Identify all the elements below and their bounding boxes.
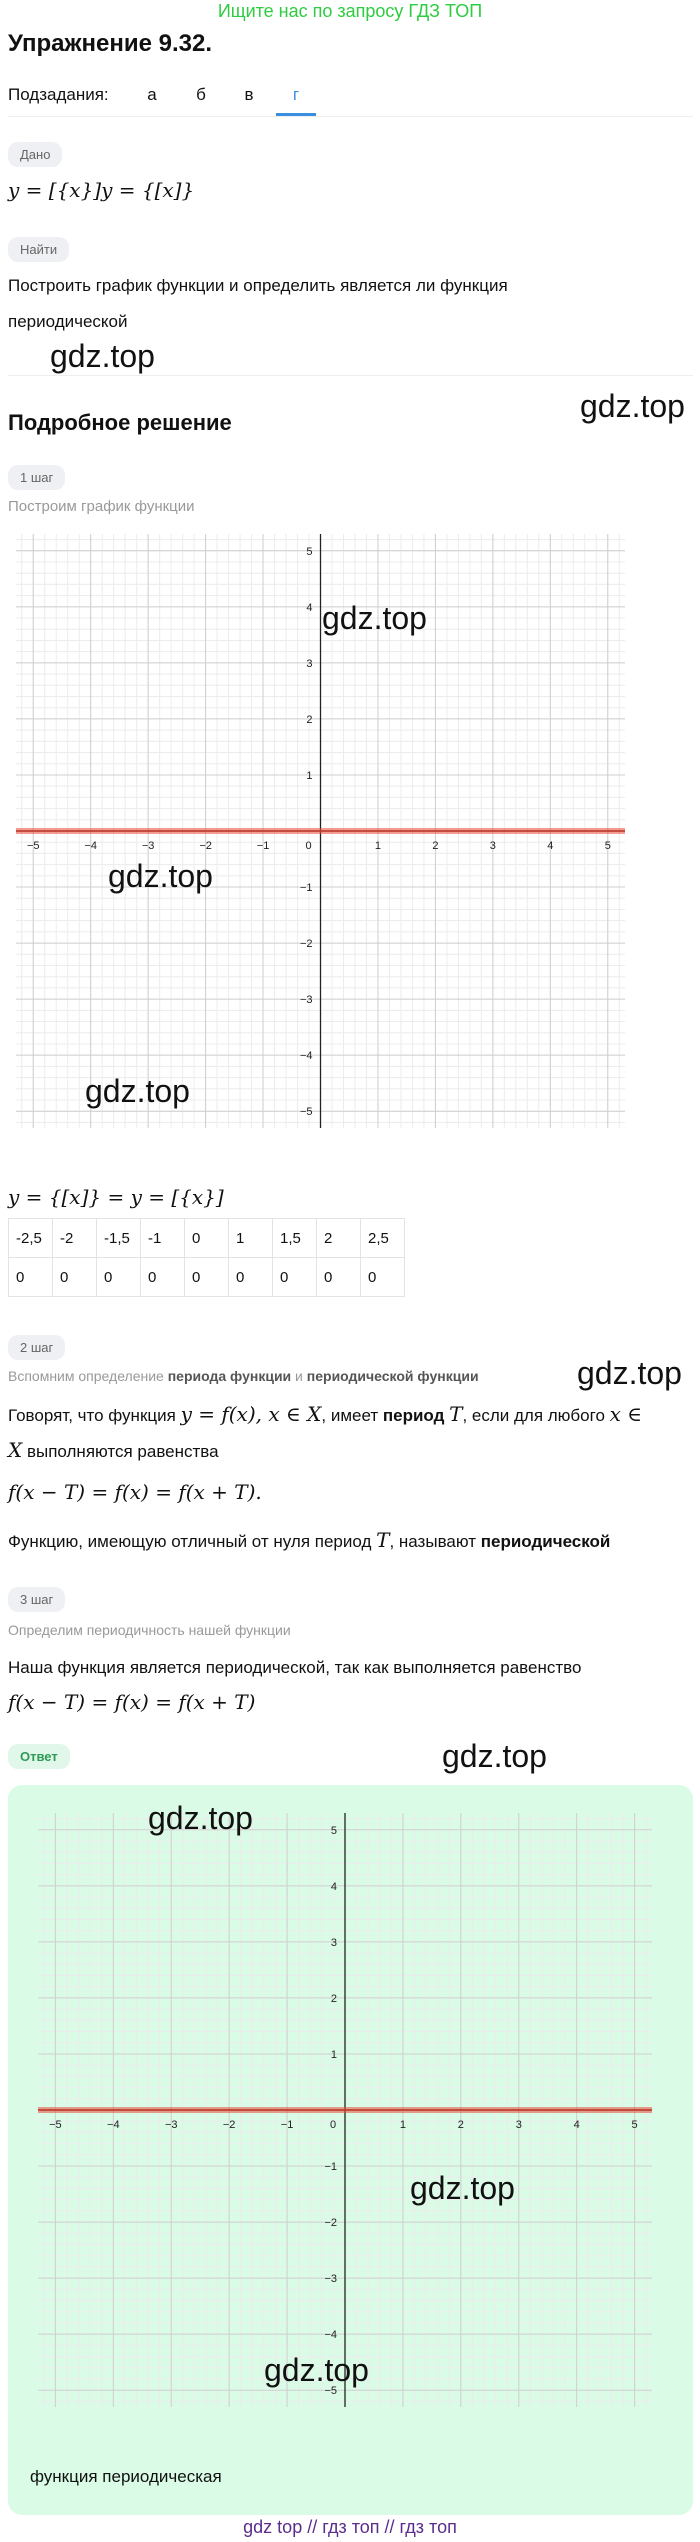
values-table (8, 1218, 405, 1297)
x-tick-label: 5 (631, 2119, 638, 2131)
given-badge: Дано (8, 142, 62, 167)
watermark: gdz.top (410, 2170, 515, 2206)
y-tick-label: 3 (306, 657, 313, 670)
watermark: gdz.top (148, 1800, 253, 1836)
y-tick-label: 3 (330, 1936, 337, 1949)
tab-a[interactable]: а (147, 85, 157, 104)
divider (8, 116, 693, 117)
def-math: x ∈ (609, 1402, 643, 1426)
equality-formula: f(x − T) = f(x) = f(x + T). (8, 1480, 262, 1504)
x-tick-label: 3 (489, 840, 496, 852)
subtasks-label: Подзадания: (8, 85, 109, 104)
find-text-line1: Построить график функции и определить является ли функция (8, 276, 508, 295)
x-tick-label: −3 (164, 2119, 178, 2131)
y-tick-label: 4 (306, 601, 313, 614)
x-tick-label: −5 (26, 840, 40, 852)
find-badge: Найти (8, 237, 69, 262)
y-tick-label: 1 (306, 769, 313, 782)
solution-heading: Подробное решение (8, 410, 232, 435)
y-tick-label: 5 (330, 1824, 337, 1837)
table-cell: 0 (273, 1258, 317, 1297)
table-cell: 1,5 (273, 1219, 317, 1258)
answer-text: функция периодическая (30, 2467, 222, 2486)
y-tick-label: −5 (324, 2385, 337, 2398)
x-tick-label: 0 (305, 840, 312, 852)
tab-g[interactable]: г (292, 85, 300, 104)
answer-badge: Ответ (8, 1744, 70, 1769)
watermark: gdz.top (108, 858, 213, 894)
table-cell: -2,5 (9, 1219, 53, 1258)
x-tick-label: 4 (547, 840, 554, 852)
y-tick-label: −1 (299, 882, 313, 895)
intro-text: и (291, 1368, 307, 1384)
watermark: gdz.top (442, 1738, 547, 1774)
table-cell: 0 (361, 1258, 405, 1297)
period-definition-line1 (8, 1396, 693, 1434)
y-tick-label: 4 (330, 1880, 337, 1893)
x-tick-label: −5 (49, 2119, 62, 2131)
intro-term-periodic: периодической функции (306, 1368, 479, 1384)
x-tick-label: −2 (199, 840, 212, 852)
function-graph (8, 526, 633, 1136)
watermark: gdz.top (322, 600, 427, 636)
table-cell: -1,5 (97, 1219, 141, 1258)
x-tick-label: −1 (280, 2119, 294, 2131)
watermark: gdz.top (577, 1355, 682, 1391)
footer-links: gdz top // гдз топ // гдз топ (243, 2517, 457, 2537)
intro-text: Вспомним определение (8, 1368, 168, 1384)
x-tick-label: 1 (374, 840, 382, 852)
y-tick-label: −4 (324, 2329, 337, 2342)
watermark: gdz.top (85, 1073, 190, 1109)
def-text: Функцию, имеющую отличный от нуля период (8, 1532, 377, 1551)
y-tick-label: −4 (299, 1050, 313, 1063)
x-tick-label: −3 (141, 840, 155, 852)
table-cell: 0 (141, 1258, 185, 1297)
table-cell: 0 (53, 1258, 97, 1297)
x-tick-label: 1 (399, 2119, 406, 2131)
x-tick-label: −2 (222, 2119, 236, 2131)
def-text: , если для любого (462, 1406, 610, 1425)
def-math: T (376, 1528, 390, 1552)
y-tick-label: 2 (306, 713, 313, 726)
x-tick-label: 3 (515, 2119, 522, 2131)
table-cell: 0 (9, 1258, 53, 1297)
step2-intro (8, 1368, 479, 1384)
def-text: Говорят, что функция (8, 1406, 181, 1425)
watermark: gdz.top (264, 2352, 369, 2388)
tab-v[interactable]: в (244, 85, 254, 104)
def-text: , называют (389, 1532, 481, 1551)
step3-caption: Определим периодичность нашей функции (8, 1622, 291, 1638)
step3-formula: f(x − T) = f(x) = f(x + T) (8, 1690, 256, 1714)
given-formula: y = [{x}]y = {[x]} (8, 178, 195, 202)
y-tick-label: −5 (299, 1106, 313, 1119)
def-text: , имеет (321, 1406, 383, 1425)
promo-banner: Ищите нас по запросу ГДЗ ТОП (217, 1, 483, 21)
table-cell: 0 (97, 1258, 141, 1297)
y-tick-label: −1 (324, 2161, 337, 2174)
table-cell: 1 (229, 1219, 273, 1258)
def-term: период (382, 1406, 445, 1425)
step1-badge: 1 шаг (8, 465, 65, 490)
def-math: X (8, 1438, 23, 1462)
table-cell: 0 (185, 1258, 229, 1297)
x-tick-label: −4 (84, 840, 97, 852)
table-cell: 2,5 (361, 1219, 405, 1258)
x-tick-label: −4 (107, 2119, 120, 2131)
step1-caption: Построим график функции (8, 498, 195, 515)
y-tick-label: −2 (299, 938, 313, 951)
def-term: периодической (480, 1532, 611, 1551)
periodic-definition (8, 1522, 610, 1560)
x-tick-label: 2 (432, 840, 439, 852)
table-row (9, 1258, 405, 1297)
y-tick-label: 1 (330, 2048, 337, 2061)
period-definition-line2 (8, 1432, 219, 1470)
watermark: gdz.top (580, 388, 685, 424)
table-cell: 0 (229, 1258, 273, 1297)
divider (8, 375, 693, 376)
y-tick-label: −3 (324, 2273, 337, 2286)
x-tick-label: 2 (457, 2119, 464, 2131)
answer-graph (30, 1805, 660, 2415)
intro-term-period: периода функции (167, 1368, 292, 1384)
find-text-line2: периодической (8, 312, 128, 331)
step2-badge: 2 шаг (8, 1335, 65, 1360)
y-tick-label: 2 (330, 1992, 337, 2005)
def-text: выполняются равенства (22, 1442, 219, 1461)
y-tick-label: 5 (306, 545, 313, 558)
x-tick-label: 0 (329, 2119, 337, 2131)
def-math: y = f(x), x ∈ X (180, 1402, 322, 1426)
formula-2: y = {[x]} = y = [{x}] (8, 1185, 224, 1209)
y-tick-label: −3 (299, 994, 313, 1007)
table-cell: -1 (141, 1219, 185, 1258)
watermark: gdz.top (50, 338, 155, 374)
table-cell: -2 (53, 1219, 97, 1258)
table-cell: 2 (317, 1219, 361, 1258)
def-math: T (449, 1402, 463, 1426)
y-tick-label: −2 (324, 2217, 337, 2230)
step3-text: Наша функция является периодической, так как выполняется равенство (8, 1658, 582, 1677)
page-title: Упражнение 9.32. (8, 30, 213, 57)
table-cell: 0 (317, 1258, 361, 1297)
table-cell: 0 (185, 1219, 229, 1258)
x-tick-label: 4 (573, 2119, 580, 2131)
step3-badge: 3 шаг (8, 1587, 65, 1612)
x-tick-label: −1 (256, 840, 270, 852)
table-row (9, 1219, 405, 1258)
tab-b[interactable]: б (196, 85, 206, 104)
x-tick-label: 5 (604, 840, 611, 852)
